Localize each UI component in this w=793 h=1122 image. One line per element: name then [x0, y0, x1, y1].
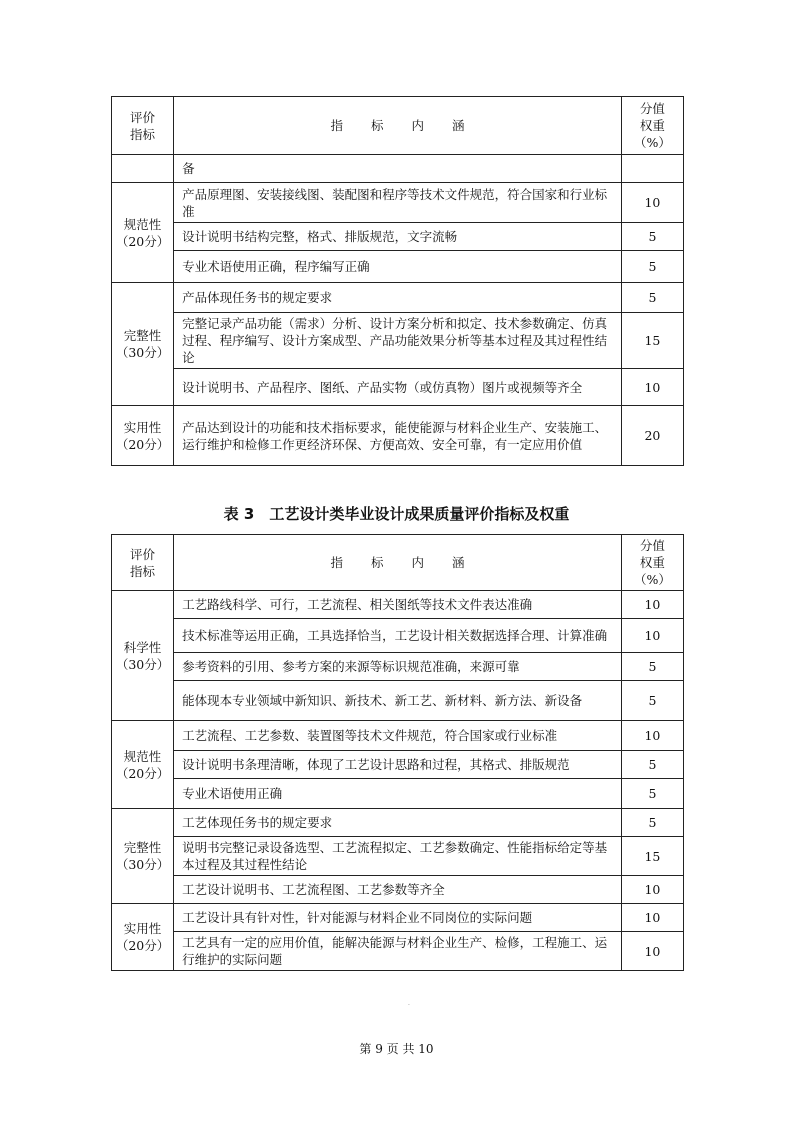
header-content-char: 内: [411, 118, 424, 133]
criteria-weight: 5: [621, 223, 683, 251]
table-row: [112, 591, 684, 619]
table-row: [112, 721, 684, 751]
criteria-cell: [112, 809, 174, 904]
criteria-description: 专业术语使用正确: [174, 779, 622, 809]
criteria-weight: 10: [621, 369, 683, 406]
criteria-description: 工艺体现任务书的规定要求: [174, 809, 622, 837]
criteria-name: 完整性: [123, 840, 162, 855]
criteria-cell: [112, 155, 174, 183]
criteria-name: 实用性: [123, 419, 162, 435]
criteria-score: （20分）: [115, 938, 170, 953]
criteria-weight: 5: [621, 681, 683, 721]
header-criteria: 评价 指标: [112, 97, 174, 155]
table-row: [112, 251, 684, 283]
criteria-description: 工艺路线科学、可行，工艺流程、相关图纸等技术文件表达准确: [174, 591, 622, 619]
criteria-cell: [112, 406, 174, 466]
criteria-description: 能体现本专业领域中新知识、新技术、新工艺、新材料、新方法、新设备: [174, 681, 622, 721]
criteria-weight: [621, 155, 683, 183]
header-content-char: 标: [370, 118, 384, 133]
table-row: [112, 283, 684, 313]
table-row: [112, 369, 684, 406]
criteria-cell: [112, 721, 174, 809]
criteria-weight: 5: [621, 251, 683, 283]
table-row: [112, 751, 684, 779]
table-3: [111, 534, 684, 971]
header-content-char: 指: [330, 555, 343, 570]
header-row: [112, 97, 684, 155]
criteria-name: 规范性: [123, 748, 162, 764]
criteria-weight: 10: [621, 721, 683, 751]
criteria-weight: 5: [621, 779, 683, 809]
table-row: [112, 406, 684, 466]
table-row: [112, 183, 684, 223]
page-footer: 第 9 页 共 10: [359, 1042, 434, 1056]
table-row: [112, 155, 684, 183]
header-content: [174, 97, 622, 155]
criteria-cell: [112, 904, 174, 971]
criteria-description: 产品达到设计的功能和技术指标要求，能使能源与材料企业生产、安装施工、运行维护和检修工作更经济环保、方便高效、安全可靠，有一定应用价值: [174, 406, 622, 466]
header-content: [174, 535, 622, 591]
criteria-name: 实用性: [123, 921, 162, 936]
dot-mark: ·: [408, 1002, 410, 1009]
criteria-description: 设计说明书条理清晰，体现了工艺设计思路和过程，其格式、排版规范: [174, 751, 622, 779]
criteria-cell: [112, 591, 174, 721]
criteria-weight: 10: [621, 619, 683, 653]
criteria-weight: 10: [621, 591, 683, 619]
criteria-weight: 5: [621, 809, 683, 837]
criteria-description: 技术标准等运用正确，工具选择恰当，工艺设计相关数据选择合理、计算准确: [174, 619, 622, 653]
table-row: [112, 223, 684, 251]
criteria-score: （20分）: [115, 233, 170, 249]
criteria-weight: 10: [621, 932, 683, 971]
criteria-weight: 10: [621, 183, 683, 223]
table-row: [112, 681, 684, 721]
criteria-description: 说明书完整记录设备选型、工艺流程拟定、工艺参数确定、性能指标给定等基本过程及其过程性结论: [174, 837, 622, 876]
table-3-caption: 表 3 工艺设计类毕业设计成果质量评价指标及权重: [223, 505, 570, 523]
header-criteria: 评价 指标: [112, 535, 174, 591]
criteria-weight: 20: [621, 406, 683, 466]
criteria-cell: [112, 183, 174, 283]
table-row: [112, 837, 684, 876]
criteria-weight: 10: [621, 876, 683, 904]
table-row: [112, 313, 684, 369]
header-weight: 分值 权重 （%）: [621, 97, 683, 155]
header-content-char: 指: [330, 118, 343, 133]
criteria-score: （30分）: [115, 345, 170, 360]
header-weight: 分值 权重 （%）: [621, 535, 683, 591]
header-content-char: 内: [411, 555, 424, 570]
table-row: [112, 932, 684, 971]
criteria-description: 设计说明书、产品程序、图纸、产品实物（或仿真物）图片或视频等齐全: [174, 369, 622, 406]
criteria-weight: 5: [621, 751, 683, 779]
header-content-char: 涵: [452, 118, 465, 133]
criteria-weight: 5: [621, 653, 683, 681]
criteria-description: 专业术语使用正确，程序编写正确: [174, 251, 622, 283]
criteria-weight: 15: [621, 837, 683, 876]
criteria-weight: 10: [621, 904, 683, 932]
criteria-score: （30分）: [115, 656, 170, 672]
criteria-description: 工艺设计说明书、工艺流程图、工艺参数等齐全: [174, 876, 622, 904]
criteria-description: 完整记录产品功能（需求）分析、设计方案分析和拟定、技术参数确定、仿真过程、程序编写、设计方案成型、产品功能效果分析等基本过程及其过程性结论: [174, 313, 622, 369]
table-row: [112, 876, 684, 904]
criteria-weight: 5: [621, 283, 683, 313]
criteria-cell: [112, 283, 174, 406]
criteria-name: 完整性: [123, 328, 162, 343]
table-row: [112, 653, 684, 681]
table-row: [112, 809, 684, 837]
criteria-description: 产品体现任务书的规定要求: [174, 283, 622, 313]
criteria-score: （20分）: [115, 436, 170, 452]
criteria-score: （20分）: [115, 765, 170, 781]
table-row: [112, 904, 684, 932]
criteria-description: 设计说明书结构完整，格式、排版规范，文字流畅: [174, 223, 622, 251]
header-row: [112, 535, 684, 591]
header-content-char: 涵: [452, 555, 465, 570]
criteria-description: 工艺设计具有针对性，针对能源与材料企业不同岗位的实际问题: [174, 904, 622, 932]
table-row: [112, 779, 684, 809]
criteria-description: 工艺流程、工艺参数、装置图等技术文件规范，符合国家或行业标准: [174, 721, 622, 751]
table-row: [112, 619, 684, 653]
criteria-description: 产品原理图、安装接线图、装配图和程序等技术文件规范，符合国家和行业标准: [174, 183, 622, 223]
criteria-description: 工艺具有一定的应用价值，能解决能源与材料企业生产、检修，工程施工、运行维护的实际问题: [174, 932, 622, 971]
criteria-weight: 15: [621, 313, 683, 369]
criteria-name: 规范性: [123, 216, 162, 232]
criteria-score: （30分）: [115, 857, 170, 872]
header-content-char: 标: [370, 555, 384, 570]
criteria-description: 备: [174, 155, 622, 183]
criteria-name: 科学性: [123, 639, 162, 655]
table-1: [111, 96, 684, 466]
criteria-description: 参考资料的引用、参考方案的来源等标识规范准确，来源可靠: [174, 653, 622, 681]
